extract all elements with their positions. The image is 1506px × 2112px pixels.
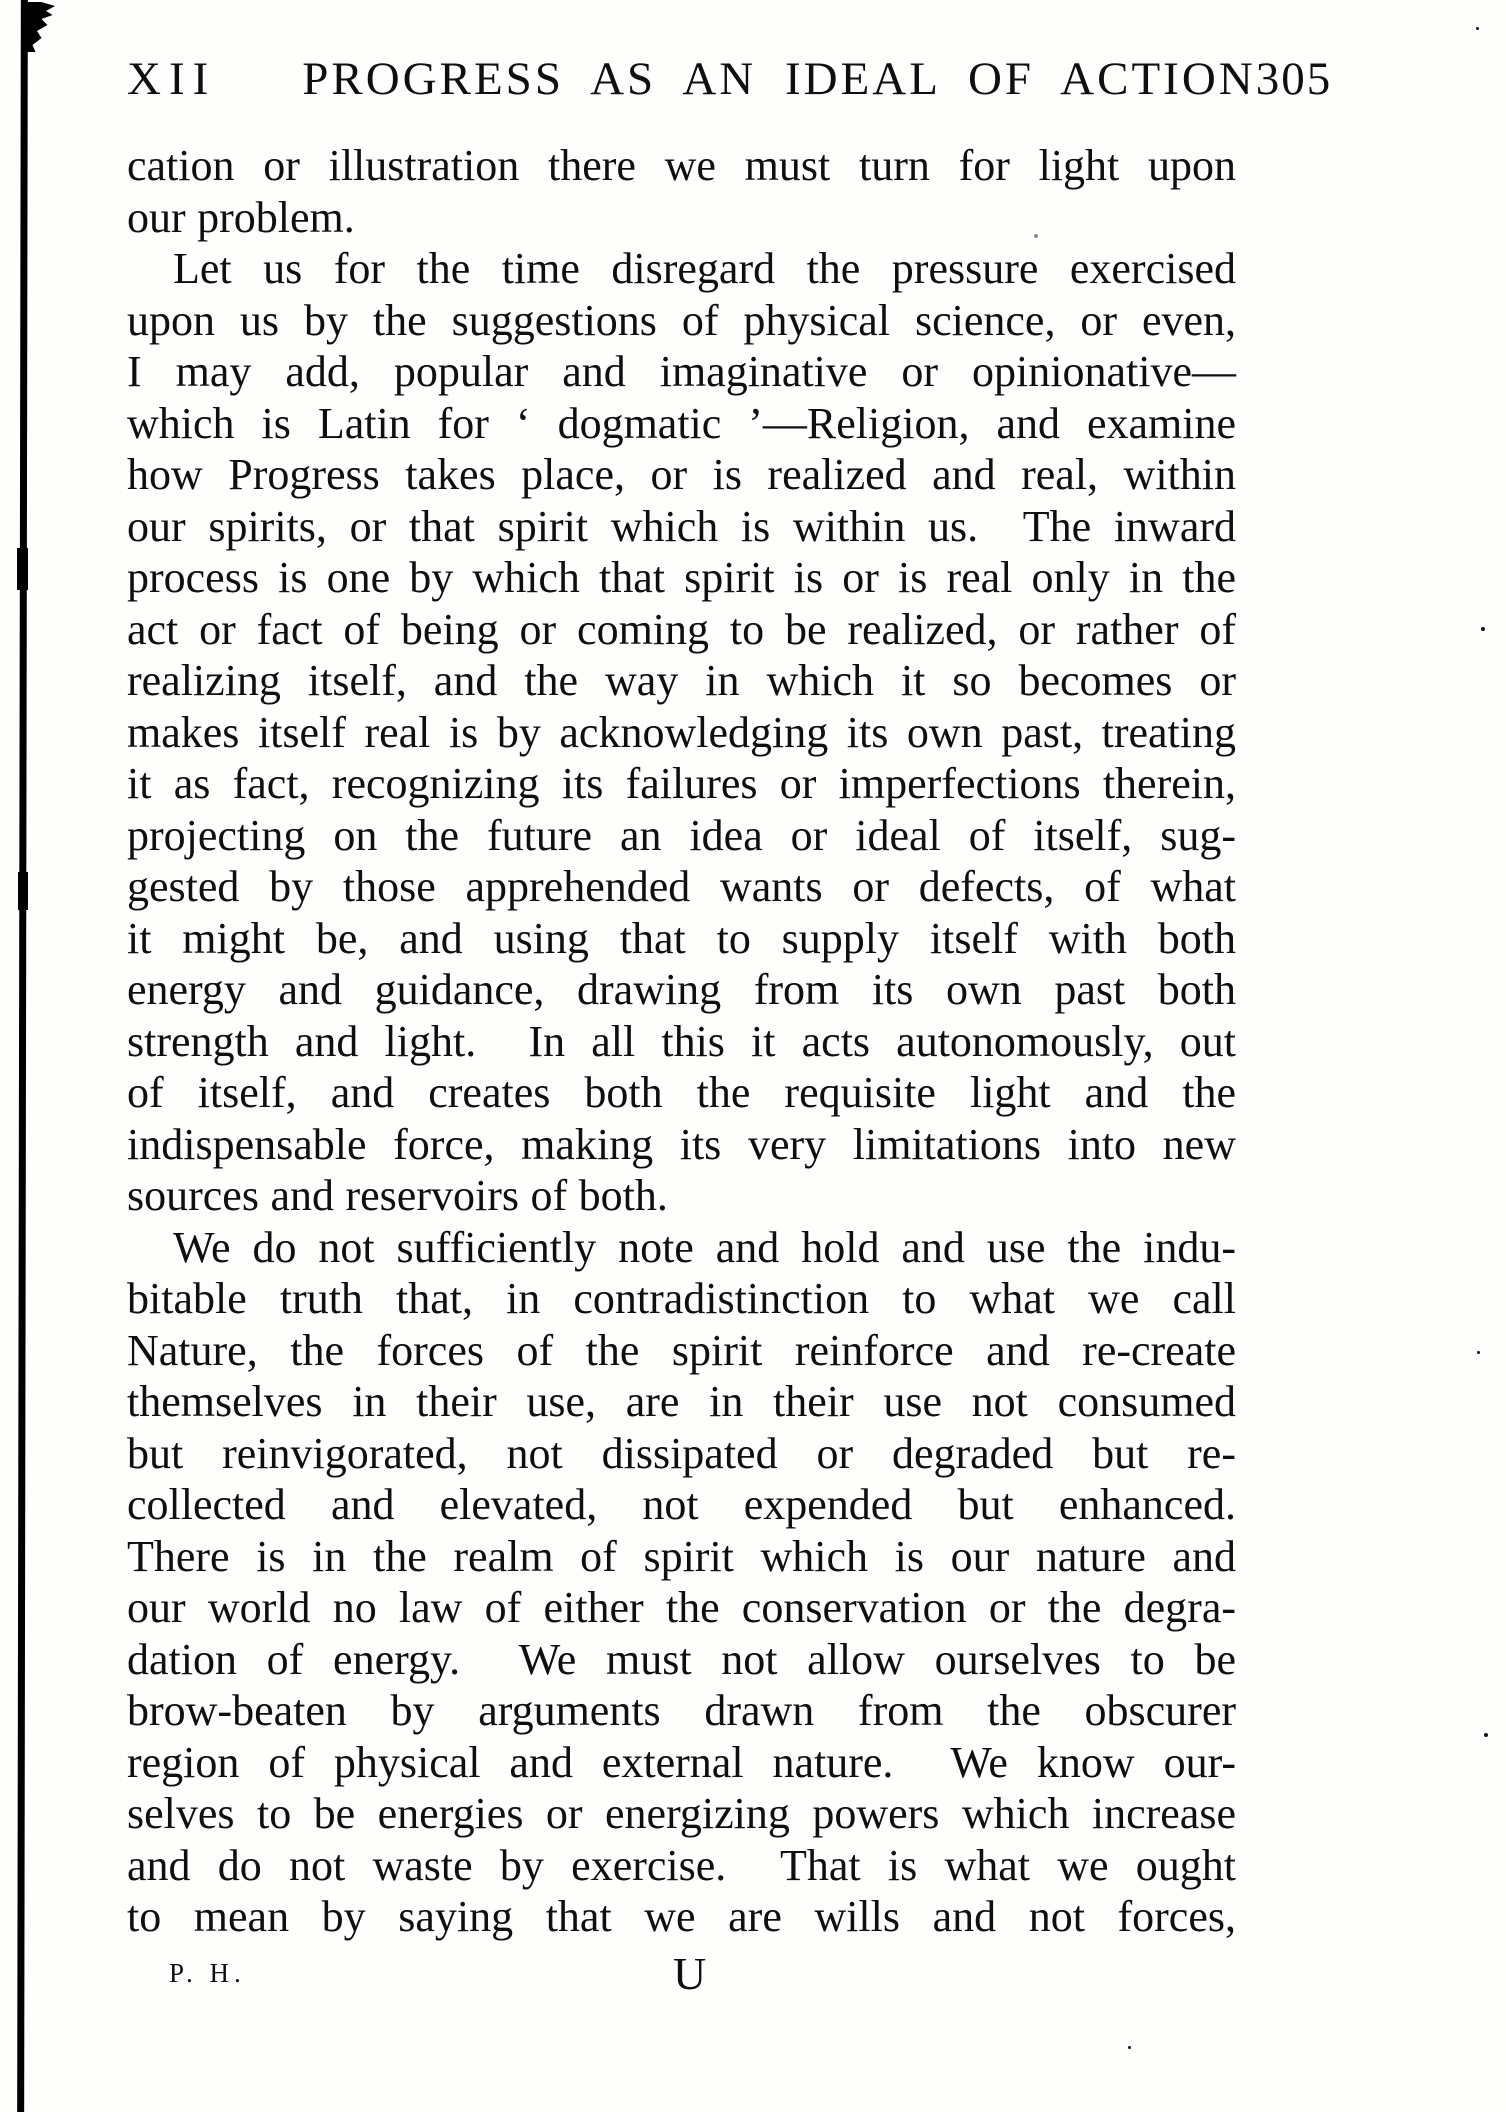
- text-line: of itself, and creates both the requisite light and the: [127, 1068, 1236, 1117]
- text-line: cation or illustration there we must turn for light upon: [127, 141, 1236, 190]
- text-line: act or fact of being or coming to be realized, or rather of: [127, 604, 1236, 654]
- text-line: We do not sufficiently note and hold and use the indu-: [173, 1222, 1236, 1272]
- text-line: There is in the realm of spirit which is our nature and: [127, 1531, 1236, 1581]
- text-line: selves to be energies or energizing powers which increase: [127, 1789, 1236, 1838]
- text-line: makes itself real is by acknowledging its own past, treating: [127, 707, 1236, 757]
- text-line: dation of energy. We must not allow ourselves to be: [127, 1634, 1236, 1684]
- text-line: our world no law of either the conservation or the degra-: [127, 1583, 1236, 1632]
- text-line: themselves in their use, are in their use not consumed: [127, 1377, 1236, 1426]
- text-block: [127, 0, 1333, 2112]
- text-line: projecting on the future an idea or ideal of itself, sug-: [127, 810, 1236, 860]
- text-line: bitable truth that, in contradistinction to what we call: [127, 1274, 1236, 1323]
- text-line: it might be, and using that to supply itself with both: [127, 913, 1236, 963]
- page-number: 305: [1255, 53, 1333, 105]
- text-line: how Progress takes place, or is realized and real, within: [127, 450, 1236, 499]
- text-line: our spirits, or that spirit which is within us. The inward: [127, 501, 1236, 551]
- text-line: process is one by which that spirit is or is real only in the: [127, 553, 1236, 602]
- printer-signature: P. H.: [169, 1958, 246, 1988]
- text-line: indispensable force, making its very limitations into new: [127, 1119, 1236, 1169]
- scan-speck: [1481, 627, 1485, 631]
- scan-artifact-corner-blob: [25, 2, 55, 52]
- text-line: strength and light. In all this it acts autonomously, out: [127, 1016, 1236, 1066]
- scan-speck: [1484, 1733, 1488, 1737]
- running-title: PROGRESS AS AN IDEAL OF ACTION: [302, 53, 1256, 105]
- page-header: [127, 50, 1333, 108]
- text-line: which is Latin for ‘ dogmatic ’—Religion, and examine: [127, 398, 1236, 448]
- scan-artifact-binding-notch: [17, 548, 28, 590]
- text-line: realizing itself, and the way in which it so becomes or: [127, 656, 1236, 705]
- text-line: to mean by saying that we are wills and not forces,: [127, 1892, 1236, 1941]
- text-line: brow-beaten by arguments drawn from the obscurer: [127, 1686, 1236, 1735]
- text-line: and do not waste by exercise. That is what we ought: [127, 1840, 1236, 1890]
- paragraph: [127, 140, 1236, 243]
- text-line: energy and guidance, drawing from its own past both: [127, 965, 1236, 1014]
- body-text: [127, 140, 1236, 1943]
- text-line: sources and reservoirs of both.: [127, 1171, 668, 1220]
- text-line: but reinvigorated, not dissipated or degraded but re-: [127, 1428, 1236, 1478]
- signature-mark: U: [673, 1948, 707, 1999]
- text-line: gested by those apprehended wants or defects, of what: [127, 862, 1236, 911]
- text-line: Nature, the forces of the spirit reinforce and re-create: [127, 1325, 1236, 1375]
- text-line: I may add, popular and imaginative or opinionative—: [127, 347, 1236, 396]
- scan-artifact-binding-line: [17, 0, 28, 2112]
- paragraph: [127, 1222, 1236, 1943]
- text-line: region of physical and external nature. We know our-: [127, 1737, 1236, 1787]
- page-footer: [127, 1947, 1236, 2007]
- text-line: collected and elevated, not expended but enhanced.: [127, 1480, 1236, 1529]
- chapter-number: XII: [127, 53, 217, 105]
- scan-speck: [1476, 27, 1479, 30]
- text-line: upon us by the suggestions of physical science, or even,: [127, 295, 1236, 345]
- scan-speck: [1477, 1351, 1480, 1354]
- text-line: our problem.: [127, 192, 355, 242]
- paragraph: [127, 243, 1236, 1222]
- text-line: Let us for the time disregard the pressure exercised: [173, 244, 1236, 293]
- scan-artifact-binding-notch: [18, 872, 28, 910]
- text-line: it as fact, recognizing its failures or imperfections therein,: [127, 759, 1236, 808]
